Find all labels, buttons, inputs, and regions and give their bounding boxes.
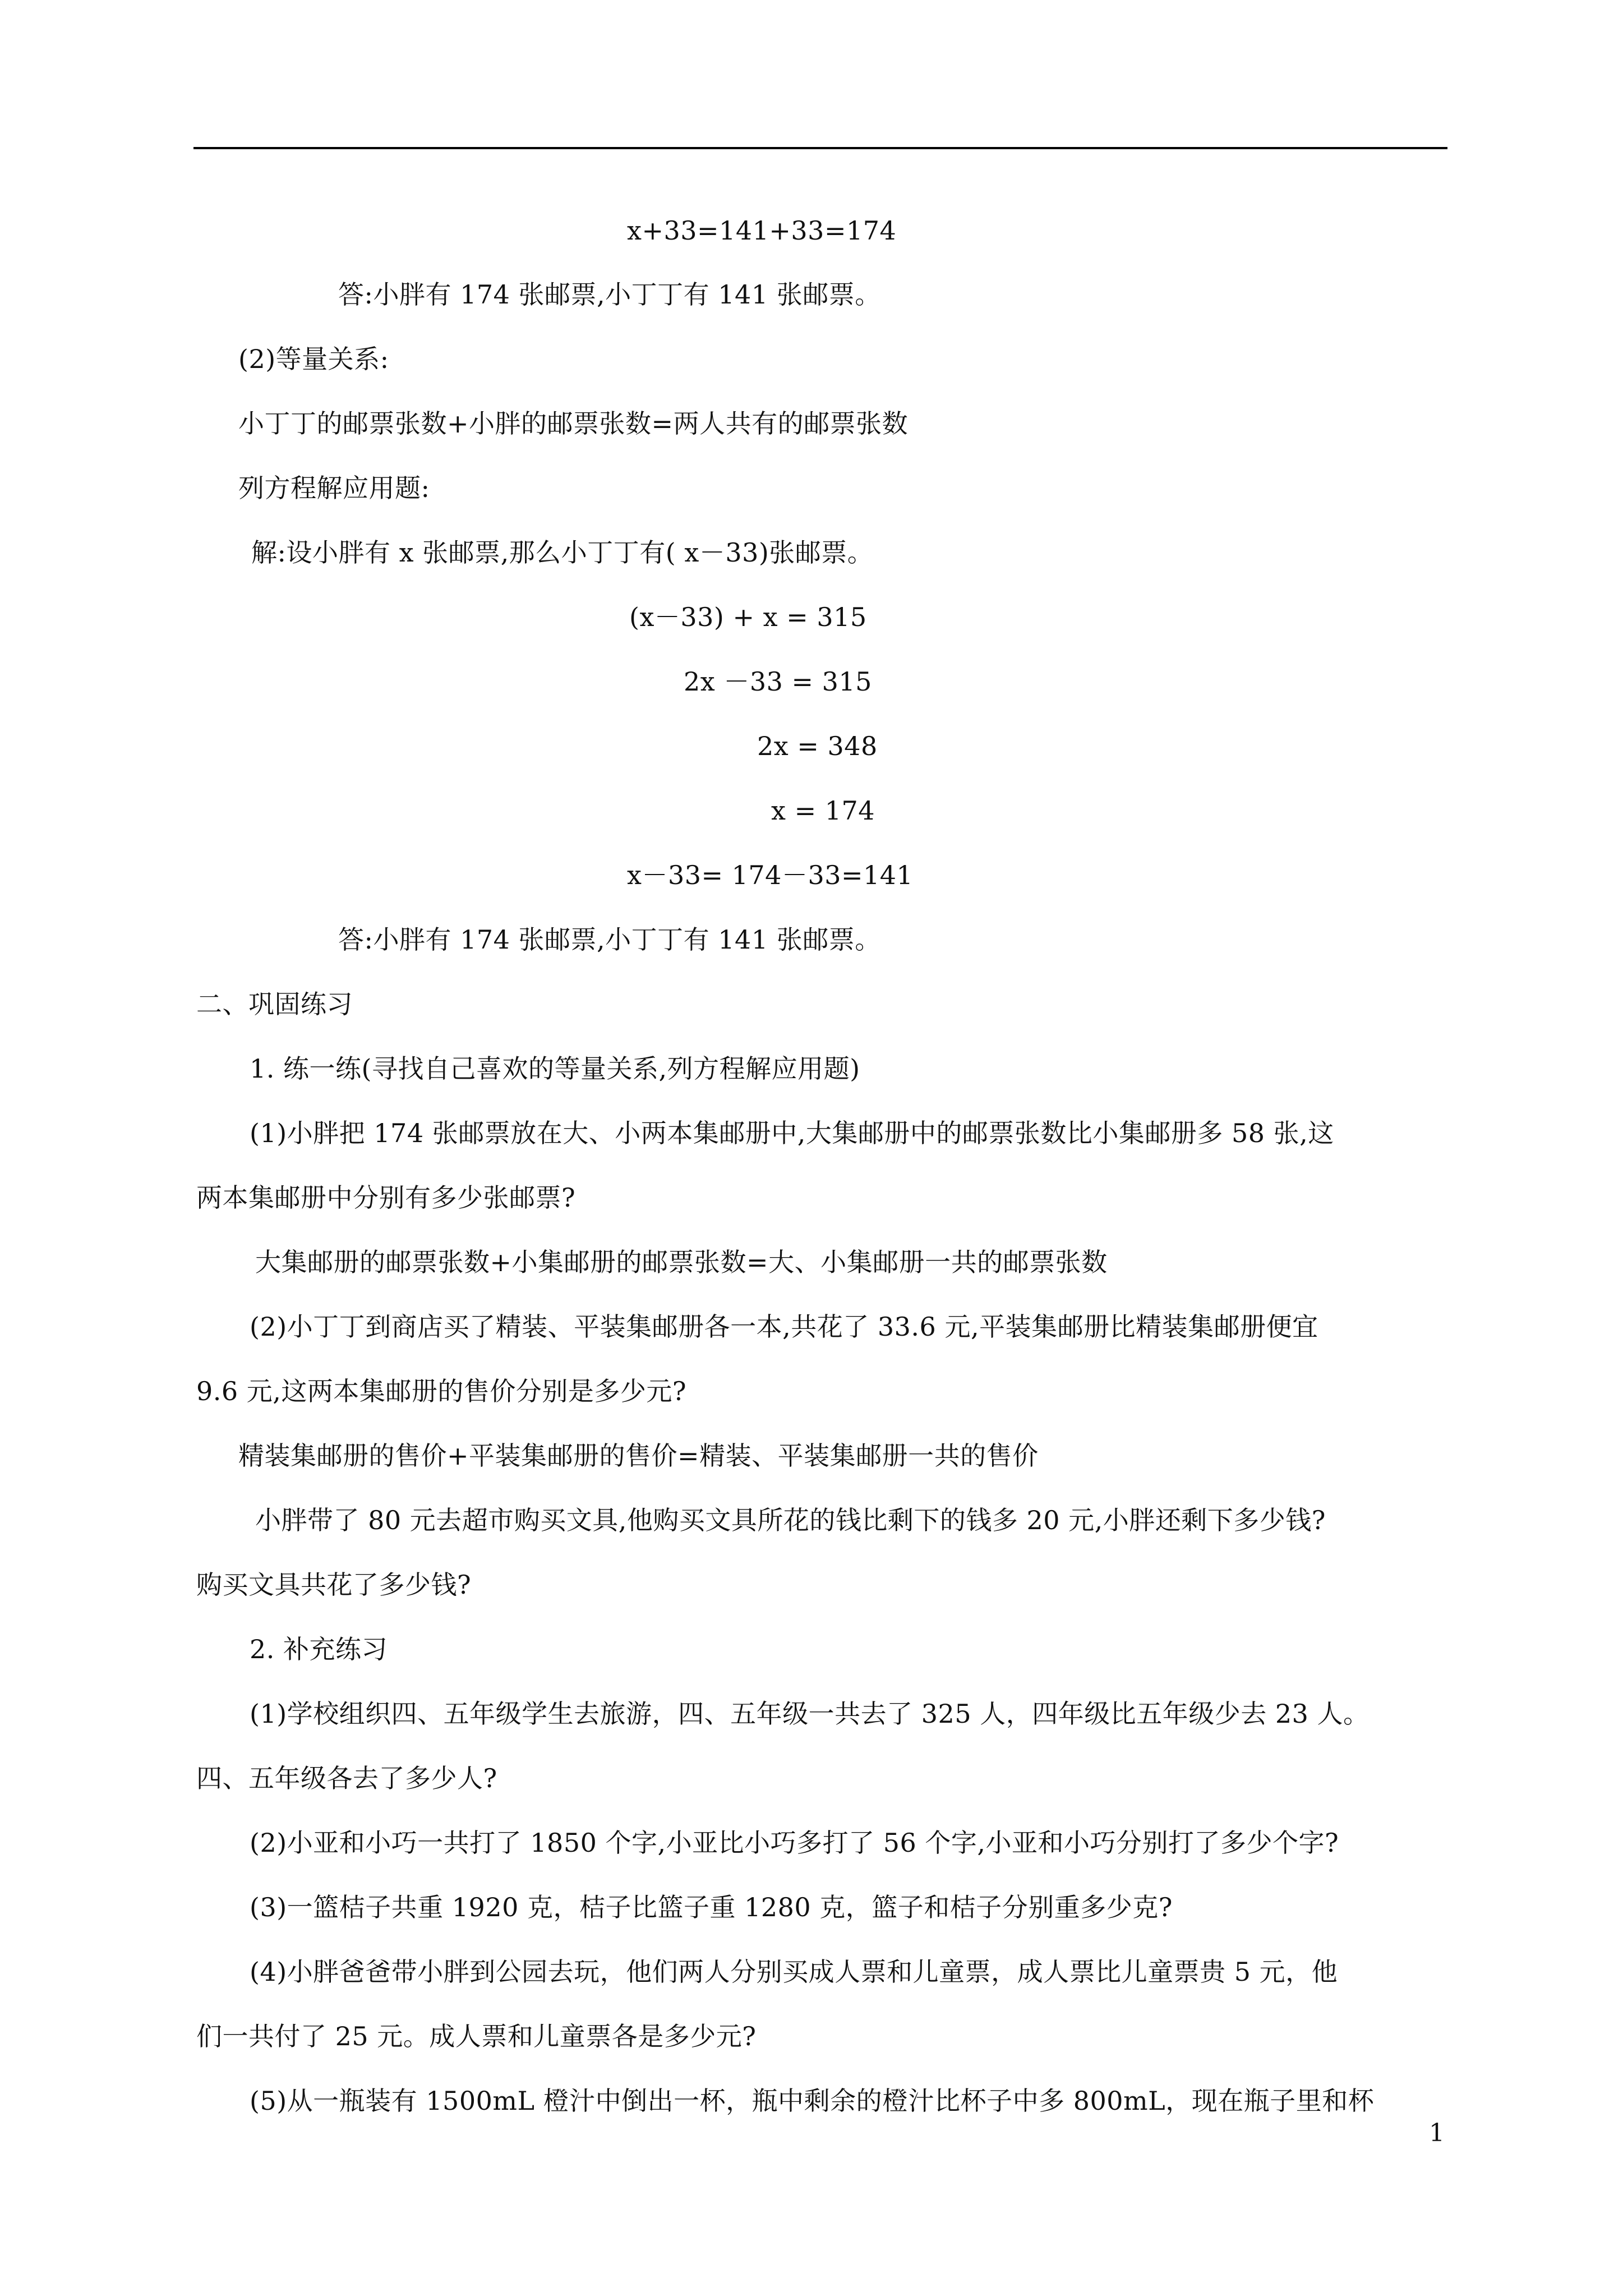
equation-line: (x－33) + x = 315 (629, 602, 867, 632)
supplement-title: 2. 补充练习 (250, 1634, 388, 1664)
page-number: 1 (1429, 2119, 1445, 2147)
question-line: (4)小胖爸爸带小胖到公园去玩，他们两人分别买成人票和儿童票，成人票比儿童票贵 5 元，他 (250, 1957, 1338, 1987)
question-line: (2)小亚和小巧一共打了 1850 个字,小亚比小巧多打了 56 个字,小亚和小巧分别打了多少个字? (250, 1828, 1339, 1858)
relation-line: 小丁丁的邮票张数+小胖的邮票张数=两人共有的邮票张数 (238, 408, 909, 439)
question-line: 四、五年级各去了多少人? (196, 1763, 497, 1793)
question-line: 9.6 元,这两本集邮册的售价分别是多少元? (196, 1376, 687, 1406)
question-line: (1)小胖把 174 张邮票放在大、小两本集邮册中,大集邮册中的邮票张数比小集邮册多 58 张,这 (250, 1118, 1334, 1148)
calc-line: x+33=141+33=174 (627, 215, 897, 246)
equation-line: 2x －33 = 315 (684, 666, 872, 697)
question-line: (3)一篮桔子共重 1920 克，桔子比篮子重 1280 克，篮子和桔子分别重多少克? (250, 1892, 1173, 1922)
method-line: 列方程解应用题: (238, 473, 430, 503)
header-rule (193, 147, 1447, 149)
question-line: 两本集邮册中分别有多少张邮票? (196, 1182, 576, 1213)
equation-line: x－33= 174－33=141 (627, 860, 914, 890)
question-line: 购买文具共花了多少钱? (196, 1570, 472, 1600)
question-line: 们一共付了 25 元。成人票和儿童票各是多少元? (196, 2021, 757, 2051)
section-heading: 二、巩固练习 (196, 989, 353, 1019)
question-line: (1)学校组织四、五年级学生去旅游，四、五年级一共去了 325 人，四年级比五年级少去 23 人。 (250, 1699, 1370, 1729)
question-line: 小胖带了 80 元去超市购买文具,他购买文具所花的钱比剩下的钱多 20 元,小胖还剩下多少钱? (255, 1505, 1326, 1535)
question-line: (5)从一瓶装有 1500mL 橙汁中倒出一杯，瓶中剩余的橙汁比杯子中多 800mL，现在瓶子里和杯 (250, 2086, 1375, 2116)
equation-line: x = 174 (771, 795, 875, 826)
equation-line: 2x = 348 (757, 731, 878, 761)
relation-line: 精装集邮册的售价+平装集邮册的售价=精装、平装集邮册一共的售价 (238, 1441, 1039, 1471)
question-line: (2)小丁丁到商店买了精装、平装集邮册各一本,共花了 33.6 元,平装集邮册比精装集邮册便宜 (250, 1312, 1318, 1342)
practice-title: 1. 练一练(寻找自己喜欢的等量关系,列方程解应用题) (250, 1053, 860, 1084)
relation-line: 大集邮册的邮票张数+小集邮册的邮票张数=大、小集邮册一共的邮票张数 (255, 1247, 1108, 1277)
answer-line: 答:小胖有 174 张邮票,小丁丁有 141 张邮票。 (338, 279, 881, 310)
answer-line: 答:小胖有 174 张邮票,小丁丁有 141 张邮票。 (338, 924, 881, 955)
part2-heading: (2)等量关系: (238, 344, 389, 374)
setup-line: 解:设小胖有 x 张邮票,那么小丁丁有( x－33)张邮票。 (251, 537, 874, 568)
